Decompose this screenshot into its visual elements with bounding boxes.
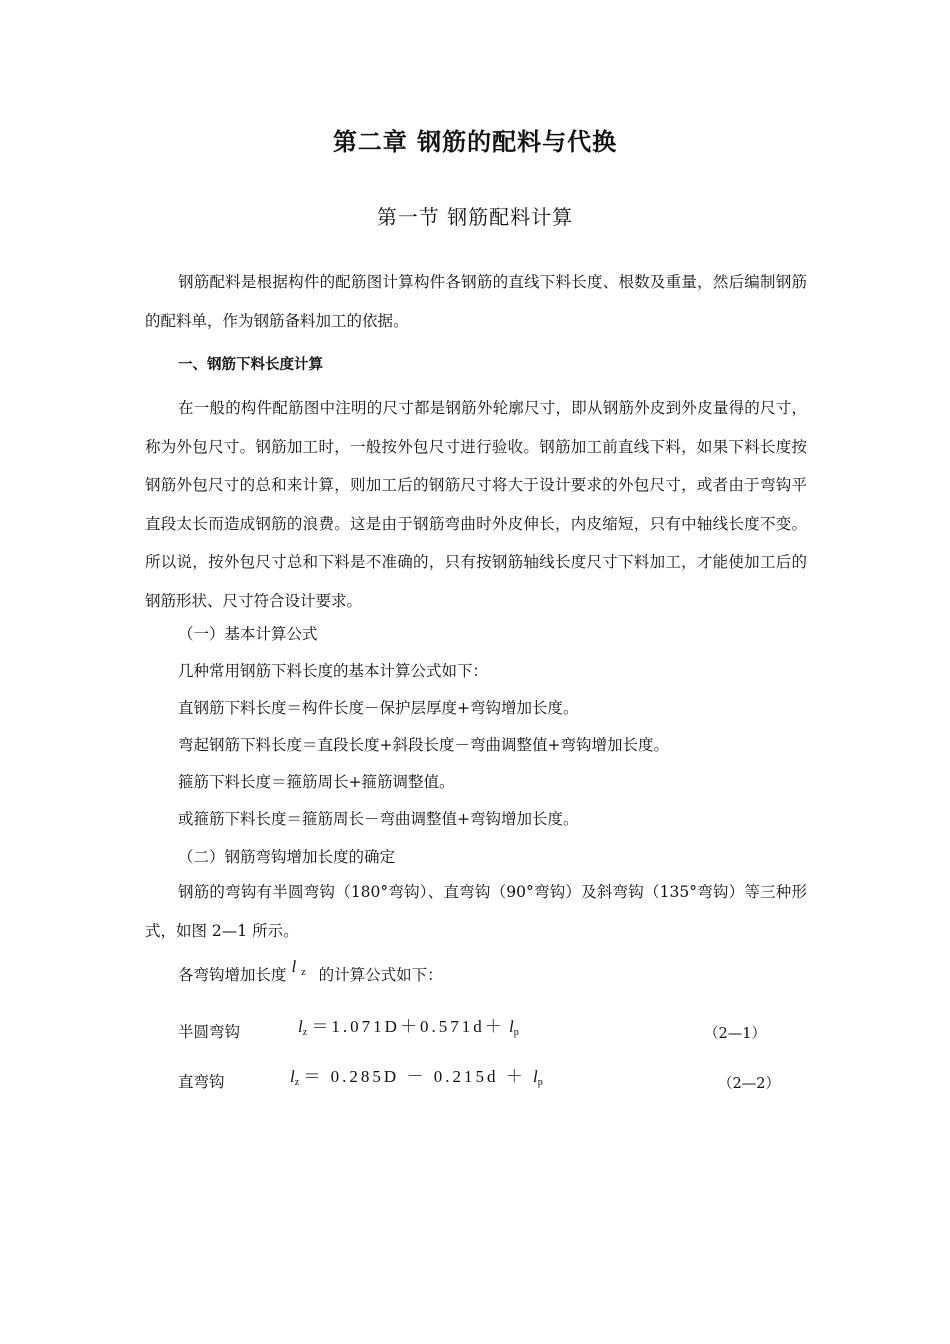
- formula-rhs: ＝ 0.285D － 0.215d ＋: [303, 1067, 533, 1086]
- formula-intro-variable: [291, 957, 305, 976]
- formula-row-right-angle-hook: [178, 1062, 778, 1092]
- formula-line-stirrup-alt: 或箍筋下料长度＝箍筋周长－弯曲调整值+弯钩增加长度。: [178, 810, 579, 828]
- hook-length-paragraph: 钢筋的弯钩有半圆弯钩（180°弯钩）、直弯钩（90°弯钩）及斜弯钩（135°弯钩）等三种形式，如图 2—1 所示。: [145, 883, 807, 940]
- formula-tail-sub: p: [537, 1077, 543, 1088]
- chapter-title: 第二章 钢筋的配料与代换: [332, 128, 618, 156]
- formula-lhs-var: l: [298, 1017, 303, 1036]
- part1-heading: 一、钢筋下料长度计算: [178, 357, 323, 373]
- formula-intro-sub: z: [301, 967, 306, 978]
- formula-row-semicircle-hook: [178, 1012, 778, 1042]
- formula-number: （2—1）: [704, 1026, 766, 1042]
- section-title: 第一节 钢筋配料计算: [376, 205, 574, 229]
- formula-lhs-sub: z: [302, 1027, 308, 1038]
- formula-label: 半圆弯钩: [178, 1023, 241, 1041]
- part1-paragraph: 在一般的构件配筋图中注明的尺寸都是钢筋外轮廓尺寸，即从钢筋外皮到外皮量得的尺寸，称为外包尺寸。钢筋加工时，一般按外包尺寸进行验收。钢筋加工前直线下料，如果下料长度按钢筋外包尺寸的总和来计算，则加工后的钢筋尺寸将大于设计要求的外包尺寸，或者由于弯钩平直段太长而造成钢筋的浪费。这是由于钢筋弯曲时外皮伸长，内皮缩短，只有中轴线长度不变。所以说，按外包尺寸总和下料是不准确的，只有按钢筋轴线长度尺寸下料加工，才能使加工后的钢筋形状、尺寸符合设计要求。: [145, 399, 807, 610]
- formula-expression: [290, 1062, 543, 1088]
- formula-tail-var: l: [508, 1017, 514, 1036]
- formula-expression: [298, 1012, 519, 1038]
- formula-line-bent-bar: 弯起钢筋下料长度＝直段长度+斜段长度－弯曲调整值+弯钩增加长度。: [178, 736, 669, 754]
- formula-intro-after: 的计算公式如下：: [318, 966, 443, 984]
- formula-intro-before: 各弯钩增加长度: [178, 966, 287, 984]
- formula-lhs-var: l: [290, 1067, 295, 1086]
- formula-line-straight-bar: 直钢筋下料长度＝构件长度－保护层厚度+弯钩增加长度。: [178, 699, 579, 717]
- formula-tail-sub: p: [513, 1027, 519, 1038]
- formula-label: 直弯钩: [178, 1073, 225, 1091]
- intro-paragraph: 钢筋配料是根据构件的配筋图计算构件各钢筋的直线下料长度、根数及重量，然后编制钢筋的配料单，作为钢筋备料加工的依据。: [145, 273, 807, 330]
- formula-intro-var: l: [291, 957, 297, 976]
- basic-formulas-subheading: （一）基本计算公式: [178, 625, 318, 643]
- hook-length-subheading: （二）钢筋弯钩增加长度的确定: [178, 848, 396, 866]
- formula-line-stirrup: 箍筋下料长度＝箍筋周长+箍筋调整值。: [178, 773, 455, 791]
- formula-lhs-sub: z: [294, 1077, 300, 1088]
- formula-tail-var: l: [532, 1067, 538, 1086]
- formula-rhs: ＝1.071D＋0.571d＋: [311, 1017, 505, 1036]
- formula-intro-line: [178, 957, 443, 986]
- basic-formulas-intro: 几种常用钢筋下料长度的基本计算公式如下：: [178, 662, 489, 680]
- formula-number: （2—2）: [718, 1076, 780, 1092]
